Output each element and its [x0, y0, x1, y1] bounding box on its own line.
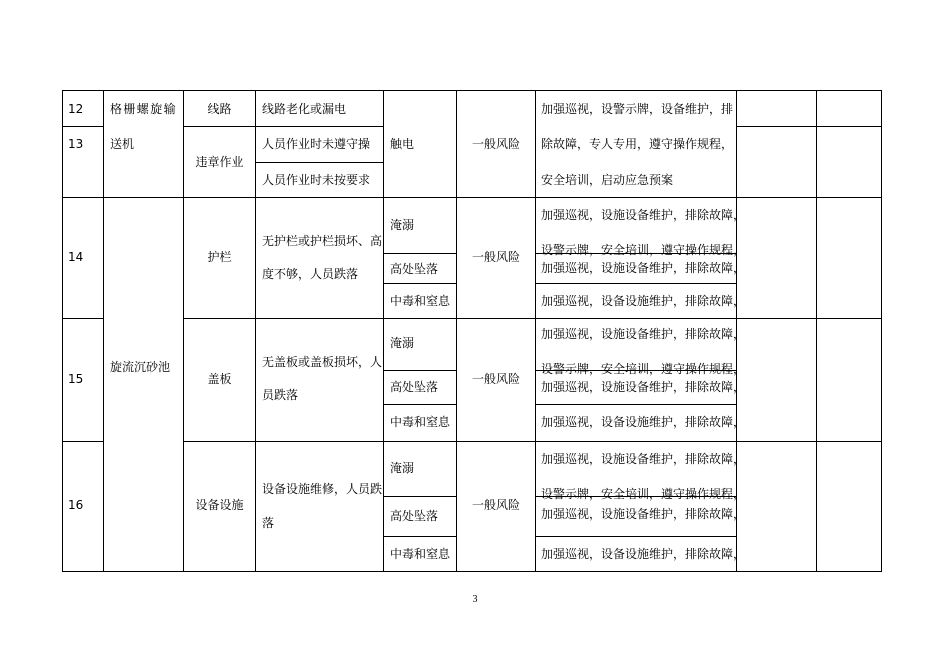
hazard-cell: 员跌落	[262, 388, 299, 402]
accident-type: 淹溺	[390, 336, 415, 350]
row-number: 14	[68, 250, 84, 264]
location-cell: 违章作业	[195, 155, 244, 169]
hazard-cell: 人员作业时未按要求	[262, 173, 371, 187]
row-number: 16	[68, 498, 84, 512]
control-measure: 加强巡视，设施设备维护，排除故障，	[541, 327, 746, 341]
location-cell: 护栏	[207, 250, 232, 264]
accident-type: 淹溺	[390, 218, 415, 232]
page-number: 3	[472, 594, 478, 605]
control-measure: 加强巡视，设警示牌，设备维护，排	[541, 102, 734, 116]
accident-type: 淹溺	[390, 461, 415, 475]
accident-type: 中毒和窒息	[390, 294, 451, 308]
control-measure: 加强巡视，设施设备维护，排除故障，	[541, 452, 746, 466]
control-measure: 加强巡视，设备设施维护，排除故障，	[541, 547, 746, 561]
row-number: 15	[68, 372, 84, 386]
accident-type: 高处坠落	[390, 262, 439, 276]
hazard-cell: 设备设施维修，人员跌	[262, 482, 383, 496]
accident-type: 触电	[390, 137, 415, 151]
hazard-cell: 无盖板或盖板损坏，人	[262, 355, 383, 369]
control-measure: 加强巡视，设施设备维护，排除故障，	[541, 261, 746, 275]
hazard-cell: 落	[262, 516, 275, 530]
control-measure: 加强巡视，设施设备维护，排除故障，	[541, 208, 746, 222]
accident-type: 中毒和窒息	[390, 547, 451, 561]
hazard-cell: 度不够，人员跌落	[262, 267, 359, 281]
hazard-cell: 人员作业时未遵守操	[262, 137, 371, 151]
equipment-name: 格栅螺旋输	[110, 102, 178, 116]
equipment-name: 送机	[110, 137, 135, 151]
control-measure: 设警示牌，安全培训，遵守操作规程，	[541, 487, 746, 501]
risk-level: 一般风险	[471, 137, 520, 151]
location-cell: 设备设施	[195, 498, 244, 512]
control-measure: 安全培训，启动应急预案	[541, 173, 674, 187]
hazard-cell: 线路老化或漏电	[262, 102, 347, 116]
control-measure: 加强巡视，设备设施维护，排除故障，	[541, 415, 746, 429]
control-measure: 加强巡视，设施设备维护，排除故障，	[541, 380, 746, 394]
risk-level: 一般风险	[471, 372, 520, 386]
location-cell: 盖板	[207, 372, 232, 386]
equipment-name: 旋流沉砂池	[110, 360, 171, 374]
control-measure: 加强巡视，设施设备维护，排除故障，	[541, 507, 746, 521]
control-measure: 设警示牌，安全培训，遵守操作规程，	[541, 362, 746, 376]
control-measure: 除故障，专人专用，遵守操作规程，	[541, 137, 734, 151]
location-cell: 线路	[207, 102, 232, 116]
risk-level: 一般风险	[471, 498, 520, 512]
accident-type: 高处坠落	[390, 380, 439, 394]
row-number: 13	[68, 137, 84, 151]
control-measure: 加强巡视，设备设施维护，排除故障，	[541, 294, 746, 308]
accident-type: 高处坠落	[390, 509, 439, 523]
accident-type: 中毒和窒息	[390, 415, 451, 429]
hazard-cell: 无护栏或护栏损坏、高	[262, 234, 383, 248]
risk-level: 一般风险	[471, 250, 520, 264]
row-number: 12	[68, 102, 84, 116]
control-measure: 设警示牌，安全培训，遵守操作规程，	[541, 243, 746, 257]
